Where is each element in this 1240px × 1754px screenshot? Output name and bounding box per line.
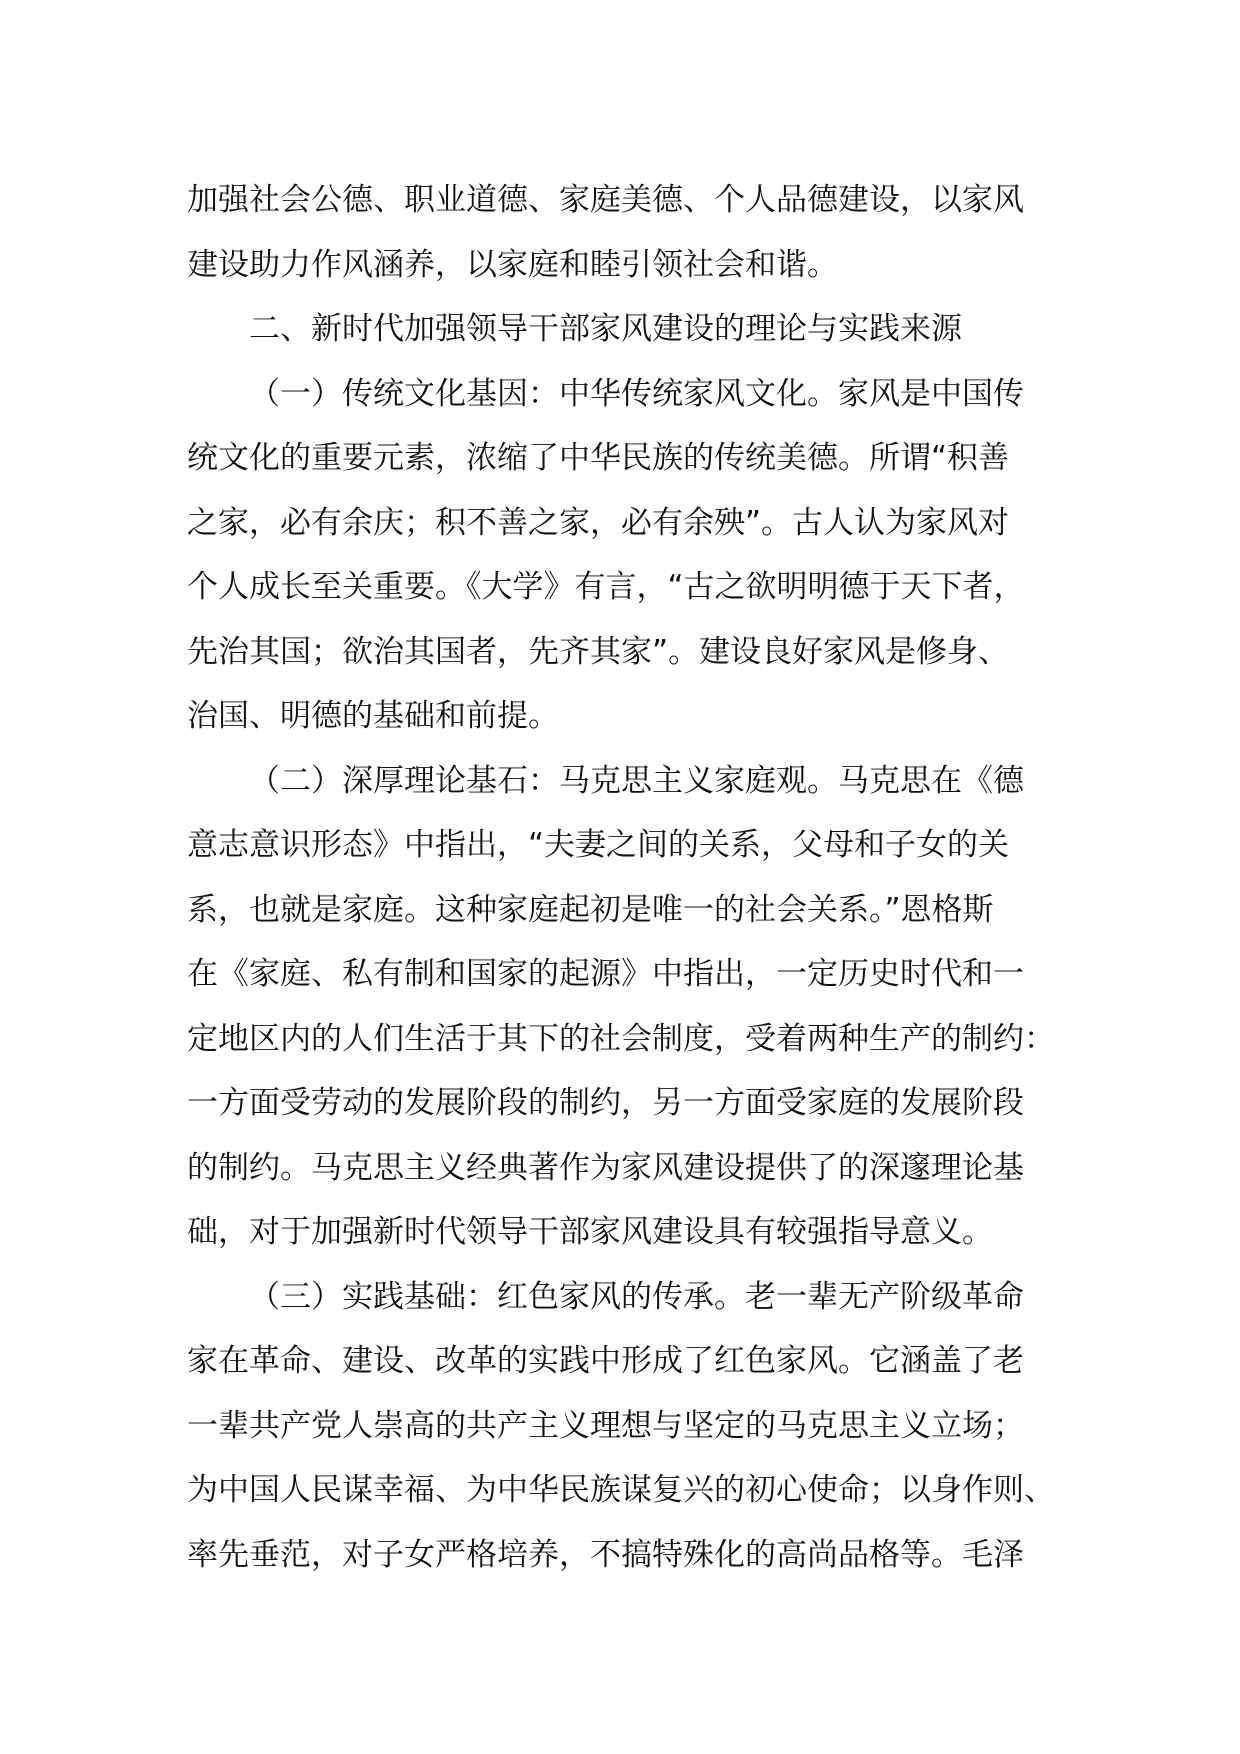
text-line: 建设助力作风涵养，以家庭和睦引领社会和谐。 <box>187 246 838 283</box>
text-line: 一辈共产党人崇高的共产主义理想与坚定的马克思主义立场； <box>187 1407 1024 1444</box>
text-line: 个人成长至关重要。《大学》有言，“古之欲明明德于天下者， <box>187 569 1025 605</box>
text-line: 家在革命、建设、改革的实践中形成了红色家风。它涵盖了老 <box>187 1343 1024 1379</box>
section-heading: 二、新时代加强领导干部家风建设的理论与实践来源 <box>249 311 962 347</box>
text-line: 加强社会公德、职业道德、家庭美德、个人品德建设，以家风 <box>187 182 1024 218</box>
text-line: （三）实践基础：红色家风的传承。老一辈无产阶级革命 <box>249 1278 1024 1315</box>
text-line: （二）深厚理论基石：马克思主义家庭观。马克思在《德 <box>249 762 1024 799</box>
text-line: 系，也就是家庭。这种家庭起初是唯一的社会关系。”恩格斯 <box>187 891 994 928</box>
text-line: （一）传统文化基因：中华传统家风文化。家风是中国传 <box>249 375 1024 412</box>
text-line: 定地区内的人们生活于其下的社会制度，受着两种生产的制约： <box>187 1020 1055 1057</box>
text-line: 统文化的重要元素，浓缩了中华民族的传统美德。所谓“积善 <box>187 440 1010 476</box>
body-text <box>187 168 1087 1587</box>
text-line: 一方面受劳动的发展阶段的制约，另一方面受家庭的发展阶段 <box>187 1085 1024 1121</box>
text-line: 率先垂范，对子女严格培养，不搞特殊化的高尚品格等。毛泽 <box>187 1536 1024 1573</box>
text-line: 的制约。马克思主义经典著作为家风建设提供了的深邃理论基 <box>187 1149 1024 1186</box>
text-line: 础，对于加强新时代领导干部家风建设具有较强指导意义。 <box>187 1214 993 1250</box>
text-line: 之家，必有余庆；积不善之家，必有余殃”。古人认为家风对 <box>187 504 1010 541</box>
text-line: 治国、明德的基础和前提。 <box>187 698 559 734</box>
text-line: 意志意识形态》中指出，“夫妻之间的关系，父母和子女的关 <box>187 827 1010 863</box>
text-line: 先治其国；欲治其国者，先齐其家”。建设良好家风是修身、 <box>187 633 1010 670</box>
text-line: 为中国人民谋幸福、为中华民族谋复兴的初心使命；以身作则、 <box>187 1472 1055 1508</box>
text-line: 在《家庭、私有制和国家的起源》中指出，一定历史时代和一 <box>187 956 1024 992</box>
